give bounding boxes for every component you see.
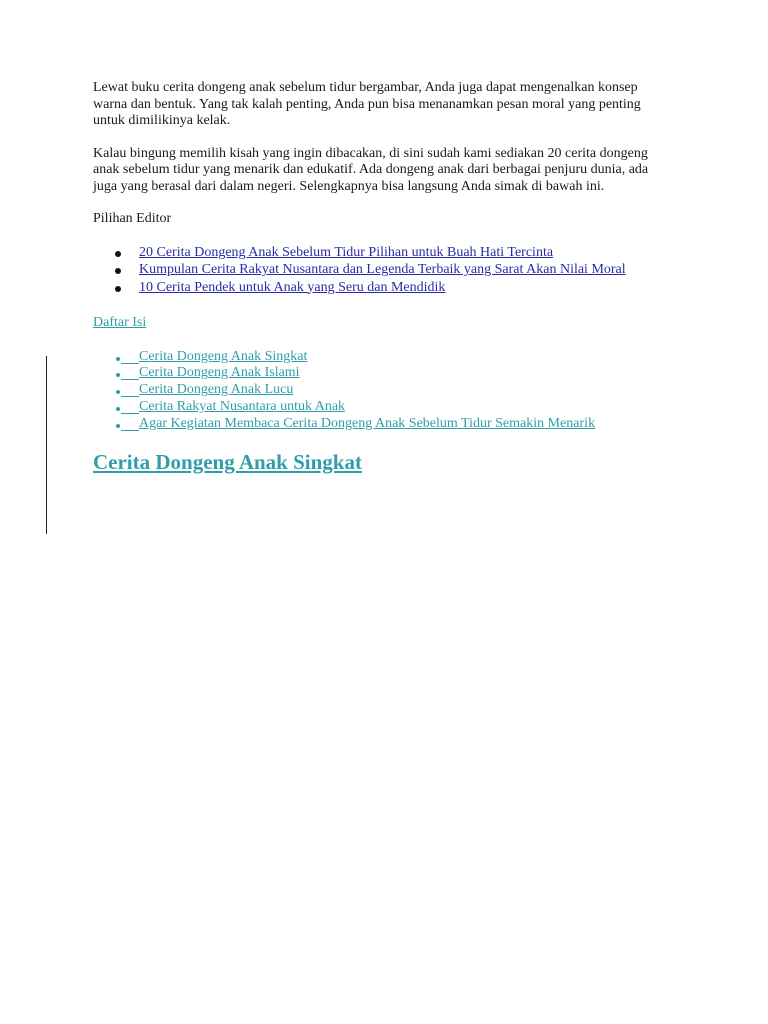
- bullet-icon: [116, 407, 120, 411]
- bullet-icon: [115, 251, 121, 257]
- toc-leader: [121, 379, 139, 380]
- bullet-icon: [116, 424, 120, 428]
- toc-leader: [121, 363, 139, 364]
- editor-pick-link[interactable]: 20 Cerita Dongeng Anak Sebelum Tidur Pilihan untuk Buah Hati Tercinta: [139, 244, 554, 260]
- toc-item: [93, 349, 683, 366]
- bullet-icon: [116, 390, 120, 394]
- editor-pick-link[interactable]: 10 Cerita Pendek untuk Anak yang Seru dan Mendidik: [139, 279, 446, 295]
- list-item: [93, 280, 683, 297]
- toc-leader: [121, 430, 139, 431]
- toc-link[interactable]: Cerita Dongeng Anak Lucu: [139, 382, 294, 398]
- toc-link[interactable]: Cerita Dongeng Anak Islami: [139, 365, 300, 381]
- toc-link[interactable]: Agar Kegiatan Membaca Cerita Dongeng Anak Sebelum Tidur Semakin Menarik: [139, 415, 596, 431]
- toc-list: [93, 349, 683, 433]
- editor-picks-list: [93, 245, 683, 297]
- margin-change-bar: [46, 356, 47, 534]
- list-item: [93, 262, 683, 279]
- toc-link[interactable]: Cerita Dongeng Anak Singkat: [139, 348, 308, 364]
- toc-leader: [121, 396, 139, 397]
- toc-item: [93, 365, 683, 382]
- intro-paragraph: Lewat buku cerita dongeng anak sebelum tidur bergambar, Anda juga dapat mengenalkan konsep warna dan bentuk. Yang tak kalah penting, Anda pun bisa menanamkan pesan moral yang penting untuk dimilikinya kelak.: [93, 80, 641, 128]
- toc-title[interactable]: Daftar Isi: [93, 315, 147, 330]
- toc-item: [93, 399, 683, 416]
- editor-picks-label: Pilihan Editor: [93, 211, 172, 226]
- editor-pick-link[interactable]: Kumpulan Cerita Rakyat Nusantara dan Legenda Terbaik yang Sarat Akan Nilai Moral: [139, 262, 626, 277]
- toc-link[interactable]: Cerita Rakyat Nusantara untuk Anak: [139, 398, 346, 414]
- bullet-icon: [115, 286, 121, 292]
- bullet-icon: [116, 357, 120, 361]
- bullet-icon: [116, 373, 120, 377]
- section-heading[interactable]: Cerita Dongeng Anak Singkat: [93, 450, 362, 475]
- toc-leader: [121, 413, 139, 414]
- document-content: [93, 80, 683, 474]
- intro-paragraph: Kalau bingung memilih kisah yang ingin dibacakan, di sini sudah kami sediakan 20 cerita dongeng anak sebelum tidur yang menarik dan edukatif. Ada dongeng anak dari berbagai penjuru dunia, ada juga yang berasal dari dalam negeri. Selengkapnya bisa langsung Anda simak di bawah ini.: [93, 145, 649, 194]
- list-item: [93, 245, 683, 262]
- bullet-icon: [115, 268, 121, 274]
- toc-item: [93, 416, 683, 433]
- toc-item: [93, 382, 683, 399]
